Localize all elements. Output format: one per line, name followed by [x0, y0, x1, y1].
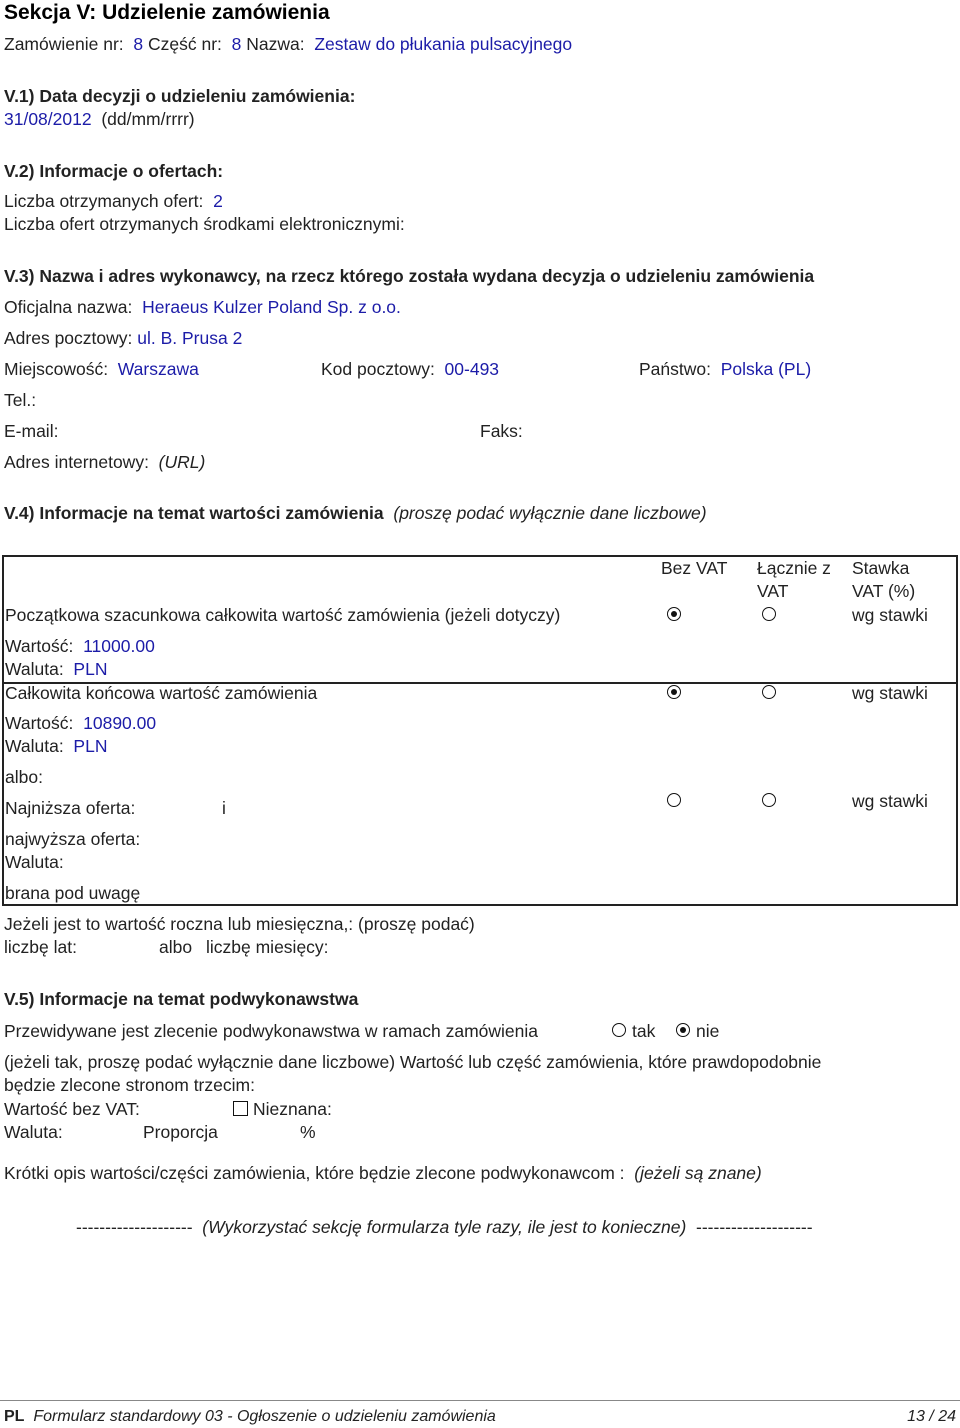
subcontract-question: Przewidywane jest zlecenie podwykonawstwa w ramach zamówienia [4, 1021, 538, 1041]
name-value: Zestaw do płukania pulsacyjnego [314, 34, 573, 54]
decision-date-line [4, 109, 195, 130]
official-name-line [4, 297, 401, 318]
final-rate: wg stawki [852, 683, 928, 703]
col-rate-1: Stawka [852, 558, 910, 578]
initial-amount-label: Wartość: [5, 636, 74, 656]
final-with-vat-radio[interactable] [762, 685, 776, 699]
subcontract-desc-label: Krótki opis wartości/części zamówienia, które będzie zlecone podwykonawcom : [4, 1163, 625, 1183]
subcontract-yes-label: tak [632, 1021, 656, 1041]
part-label: Część nr: [147, 34, 222, 54]
final-value-label: Całkowita końcowa wartość zamówienia [5, 683, 318, 703]
subcontract-desc-line [4, 1163, 762, 1184]
repeat-dashes-left: -------------------- [76, 1217, 193, 1237]
footer-rule [0, 1400, 960, 1401]
postcode-label: Kod pocztowy: [321, 359, 435, 379]
final-amount-label: Wartość: [5, 713, 74, 733]
proportion-label: Proporcja [143, 1122, 218, 1142]
section-title: Sekcja V: Udzielenie zamówienia [4, 1, 330, 24]
final-currency-label: Waluta: [5, 736, 64, 756]
footer-page: 13 / 24 [907, 1408, 956, 1425]
lowest-offer-label: Najniższa oferta: [5, 798, 136, 818]
initial-currency-line [5, 659, 107, 680]
col-rate-2: VAT (%) [852, 581, 916, 601]
part-no: 8 [231, 34, 242, 54]
offers-line [4, 191, 223, 212]
address-label: Adres pocztowy: [4, 328, 133, 348]
date-format: (dd/mm/rrrr) [101, 109, 195, 129]
considered-label: brana pod uwagę [5, 883, 141, 903]
repeat-dashes-right: -------------------- [696, 1217, 813, 1237]
offers-label: Liczba otrzymanych ofert: [4, 191, 204, 211]
country-label: Państwo: [639, 359, 711, 379]
country-value: Polska (PL) [720, 359, 812, 379]
or-label: albo: [5, 767, 43, 787]
order-label: Zamówienie nr: [4, 34, 124, 54]
unknown-checkbox[interactable] [233, 1101, 248, 1116]
final-no-vat-radio[interactable] [667, 685, 681, 699]
city-line [4, 359, 199, 380]
initial-amount: 11000.00 [83, 636, 155, 656]
email-label: E-mail: [4, 421, 59, 441]
percent-label: % [300, 1122, 316, 1142]
and-label: i [222, 798, 226, 818]
initial-amount-line [5, 636, 155, 657]
address-value: ul. B. Prusa 2 [137, 328, 243, 348]
order-line [4, 34, 572, 55]
footer-left [4, 1407, 496, 1426]
decision-date: 31/08/2012 [4, 109, 92, 129]
col-with-vat-1: Łącznie z [757, 558, 831, 578]
or2-label: albo [159, 937, 193, 957]
initial-with-vat-radio[interactable] [762, 607, 776, 621]
final-amount-line [5, 713, 156, 734]
highest-offer-label: najwyższa oferta: [5, 829, 141, 849]
initial-currency: PLN [73, 659, 108, 679]
subcontract-desc-hint: (jeżeli są znane) [634, 1163, 762, 1183]
tel-label: Tel.: [4, 390, 37, 410]
range-no-vat-radio[interactable] [667, 793, 681, 807]
url-hint: (URL) [158, 452, 206, 472]
fax-label: Faks: [480, 421, 523, 441]
v2-heading: V.2) Informacje o ofertach: [4, 161, 224, 181]
v5-heading: V.5) Informacje na temat podwykonawstwa [4, 989, 359, 1009]
range-with-vat-radio[interactable] [762, 793, 776, 807]
v4-hint: (proszę podać wyłącznie dane liczbowe) [393, 503, 707, 523]
address-line [4, 328, 242, 349]
official-name: Heraeus Kulzer Poland Sp. z o.o. [142, 297, 401, 317]
final-currency: PLN [73, 736, 108, 756]
subcontract-hint-2: będzie zlecone stronom trzecim: [4, 1075, 255, 1095]
order-no: 8 [133, 34, 144, 54]
v3-heading: V.3) Nazwa i adres wykonawcy, na rzecz którego została wydana decyzja o udzieleniu zamówienia [4, 266, 815, 286]
repeat-note [76, 1217, 813, 1238]
subcontract-no-label: nie [696, 1021, 720, 1041]
postcode-value: 00-493 [444, 359, 500, 379]
official-name-label: Oficjalna nazwa: [4, 297, 133, 317]
name-label: Nazwa: [246, 34, 305, 54]
footer-lang: PL [4, 1408, 25, 1425]
col-no-vat: Bez VAT [661, 558, 728, 578]
final-currency-line [5, 736, 107, 757]
years-label: liczbę lat: [4, 937, 77, 957]
repeat-text: (Wykorzystać sekcję formularza tyle razy, ile jest to konieczne) [202, 1217, 687, 1237]
url-line [4, 452, 205, 473]
final-amount: 10890.00 [83, 713, 157, 733]
v1-heading: V.1) Data decyzji o udzieleniu zamówienia: [4, 86, 356, 106]
electronic-offers-label: Liczba ofert otrzymanych środkami elektronicznymi: [4, 214, 405, 234]
subcontract-value-label: Wartość bez VAT: [4, 1099, 140, 1119]
range-currency-label: Waluta: [5, 852, 64, 872]
subcontract-currency-label: Waluta: [4, 1122, 63, 1142]
country-line [639, 359, 811, 380]
unknown-label: Nieznana: [253, 1099, 332, 1119]
initial-no-vat-radio[interactable] [667, 607, 681, 621]
city-value: Warszawa [117, 359, 199, 379]
months-label: liczbę miesięcy: [206, 937, 329, 957]
offers-value: 2 [213, 191, 223, 211]
subcontract-no-radio[interactable] [676, 1023, 690, 1037]
subcontract-hint-1: (jeżeli tak, proszę podać wyłącznie dane liczbowe) Wartość lub część zamówienia, które prawdopodobnie [4, 1052, 822, 1072]
city-label: Miejscowość: [4, 359, 109, 379]
annual-label: Jeżeli jest to wartość roczna lub miesięczna,: (proszę podać) [4, 914, 475, 934]
initial-rate: wg stawki [852, 605, 928, 625]
range-rate: wg stawki [852, 791, 928, 811]
col-with-vat-2: VAT [757, 581, 789, 601]
v4-heading-line [4, 503, 707, 524]
url-label: Adres internetowy: [4, 452, 149, 472]
subcontract-yes-radio[interactable] [612, 1023, 626, 1037]
initial-value-label: Początkowa szacunkowa całkowita wartość zamówienia (jeżeli dotyczy) [5, 605, 561, 625]
v4-heading: V.4) Informacje na temat wartości zamówienia [4, 503, 384, 523]
initial-currency-label: Waluta: [5, 659, 64, 679]
postcode-line [321, 359, 499, 380]
footer-form-name: Formularz standardowy 03 - Ogłoszenie o udzieleniu zamówienia [33, 1408, 496, 1425]
